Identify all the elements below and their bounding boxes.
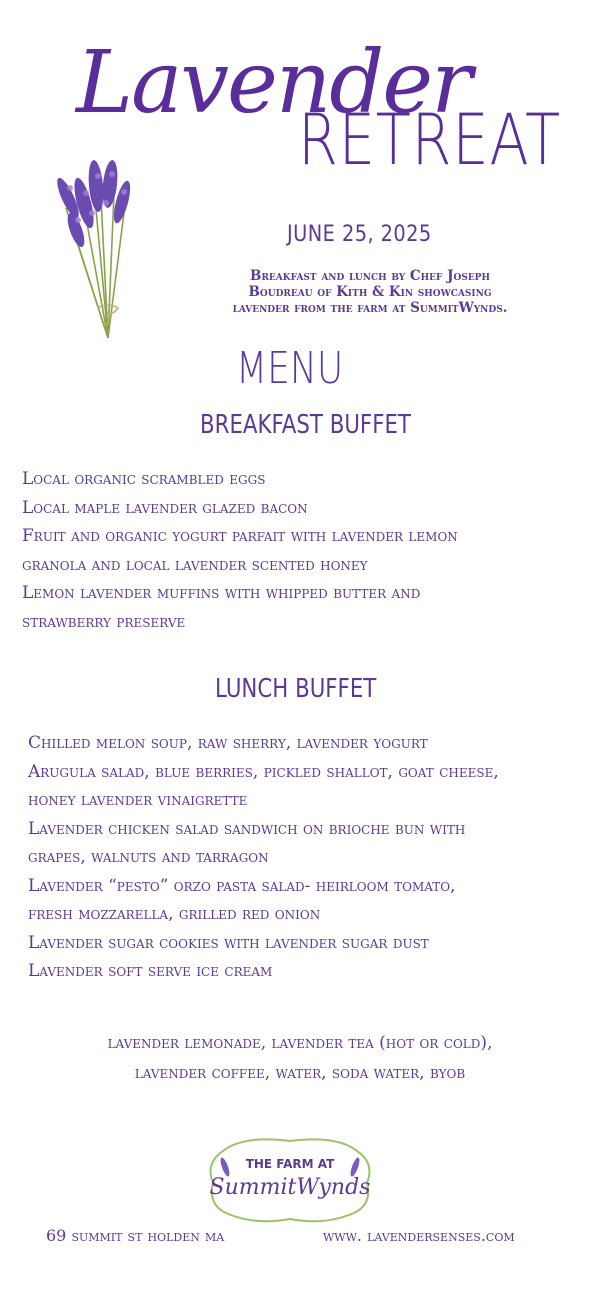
logo-line1: THE FARM AT <box>245 1157 335 1171</box>
breakfast-list <box>22 465 582 636</box>
list-item: Fruit and organic yogurt parfait with lavender lemon granola and local lavender scented honey <box>22 526 458 575</box>
breakfast-heading: BREAKFAST BUFFET <box>200 410 411 440</box>
intro-line: Boudreau of Kith & Kin showcasing <box>248 284 492 300</box>
list-item: Lavender sugar cookies with lavender sugar dust <box>28 932 429 953</box>
list-item: Local organic scrambled eggs <box>22 469 266 489</box>
list-item: Arugula salad, blue berries, pickled shallot, goat cheese, honey lavender vinaigrette <box>28 761 499 810</box>
intro-line: Breakfast and lunch by Chef Joseph <box>250 268 490 284</box>
lunch-list <box>28 729 588 986</box>
list-item: Lavender “pesto” orzo pasta salad- heirloom tomato, fresh mozzarella, grilled red onion <box>28 875 456 924</box>
title-retreat: RETREAT <box>298 99 561 181</box>
lavender-bouquet-illustration <box>46 158 136 348</box>
logo-line2: SummitWynds <box>209 1175 371 1200</box>
menu-heading: MENU <box>236 343 344 394</box>
list-item: Local maple lavender glazed bacon <box>22 497 308 518</box>
lunch-heading: LUNCH BUFFET <box>215 674 377 704</box>
farm-logo <box>203 1133 377 1225</box>
drinks-line: lavender coffee, water, soda water, byob <box>134 1063 466 1083</box>
list-item: Lemon lavender muffins with whipped butter and strawberry preserve <box>22 583 421 632</box>
intro-line: lavender from the farm at SummitWynds. <box>232 300 508 316</box>
title-script: Lavender <box>76 33 471 133</box>
list-item: Chilled melon soup, raw sherry, lavender yogurt <box>28 733 428 753</box>
drinks-text <box>40 1028 560 1088</box>
footer-website[interactable]: www. lavendersenses.com <box>323 1226 515 1245</box>
list-item: Lavender chicken salad sandwich on brioche bun with grapes, walnuts and tarragon <box>28 818 466 867</box>
event-date: JUNE 25, 2025 <box>287 222 432 247</box>
intro-text <box>170 268 570 316</box>
drinks-line: lavender lemonade, lavender tea (hot or cold), <box>107 1033 493 1053</box>
footer-address: 69 summit st holden ma <box>46 1226 225 1245</box>
list-item: Lavender soft serve ice cream <box>28 961 273 981</box>
